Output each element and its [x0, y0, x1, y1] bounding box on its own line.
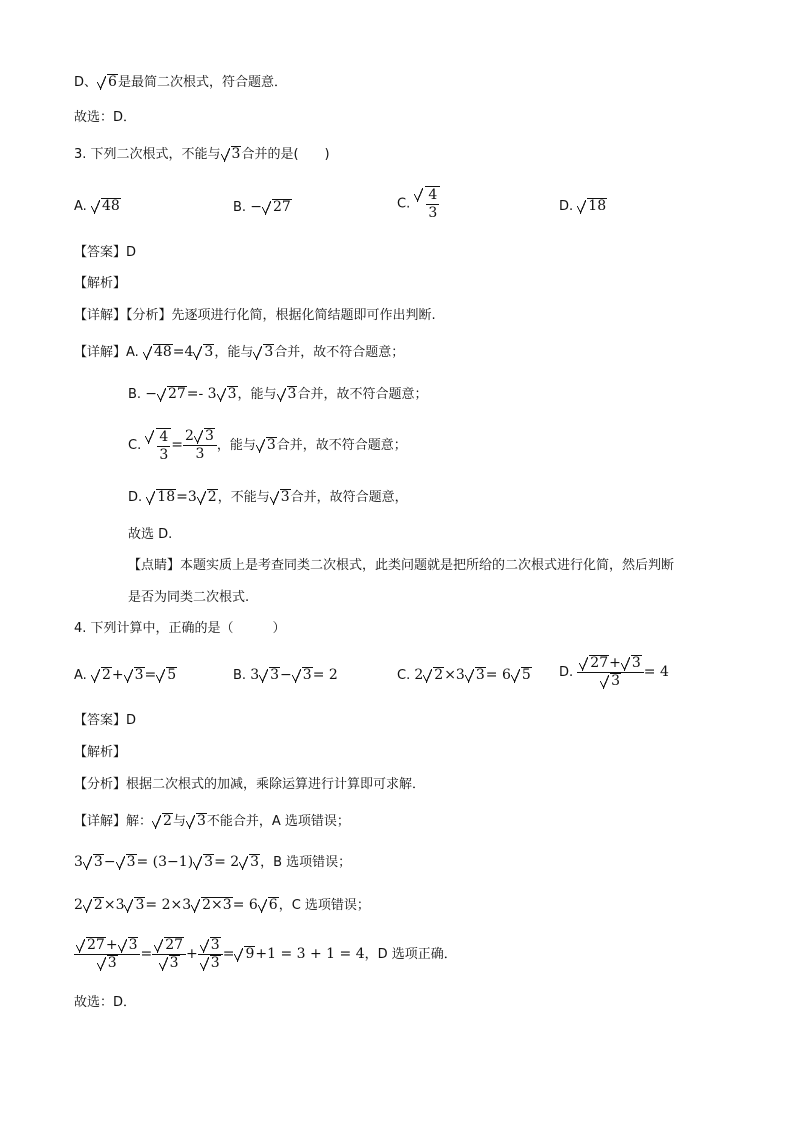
times-coef: ×3: [103, 897, 125, 913]
sqrt-expression: [91, 198, 121, 214]
result-expression: +1 = 3 + 1 = 4: [255, 946, 365, 962]
option-label: C.: [397, 196, 411, 212]
denominator: 3: [159, 446, 169, 463]
sqrt-expression: [258, 897, 279, 913]
sqrt-expression: [465, 667, 486, 683]
denominator: [157, 955, 182, 972]
radicand: 3: [631, 655, 641, 671]
sqrt-expression: [124, 667, 145, 683]
radicand: 3: [210, 937, 220, 953]
option-label: B.: [233, 668, 247, 683]
radicand: 3: [126, 854, 136, 870]
sqrt-expression: [234, 946, 255, 962]
q3-detail-a: [74, 343, 404, 362]
radicand: 3: [107, 955, 117, 971]
radicand: 5: [521, 667, 531, 683]
sqrt-expression: [159, 955, 180, 971]
q3-detail-d: [128, 488, 408, 507]
sqrt-expression: [277, 386, 298, 402]
radicand: 48: [153, 344, 172, 360]
equals-coef: = 6: [232, 897, 258, 913]
radicand: 18: [157, 489, 176, 505]
text: 合并，故不符合题意；: [297, 387, 428, 402]
radicand: 27: [272, 199, 291, 215]
radicand: 3: [196, 813, 206, 829]
sqrt-expression: [259, 667, 280, 683]
denominator: 3: [195, 446, 205, 462]
equals-coef: =- 3: [186, 386, 217, 402]
equals-sign: =: [140, 946, 153, 962]
radicand: 48: [101, 198, 120, 214]
q4-detail-2: [74, 853, 351, 872]
text: 3. 下列二次根式，不能与: [74, 147, 221, 162]
sqrt-expression: [143, 344, 173, 360]
sqrt-expression: [292, 667, 313, 683]
equals-expr: = 2×3: [145, 897, 192, 913]
q3-detail-intro: 【详解】【分析】先逐项进行化简，根据化简结题即可作出判断.: [74, 308, 436, 323]
sqrt-expression: [146, 489, 176, 505]
radicand: 2: [93, 897, 103, 913]
minus-sign: −: [103, 854, 116, 870]
equals-expr: = (3−1): [136, 854, 194, 870]
q3-point-line2: 是否为同类二次根式.: [128, 590, 250, 605]
sqrt-expression: [152, 813, 173, 829]
plus-sign: +: [609, 655, 621, 671]
radicand: 27: [165, 937, 184, 953]
radicand: 27: [590, 655, 609, 671]
radicand: 3: [611, 673, 620, 689]
radicand: 3: [210, 955, 220, 971]
coefficient: 2: [185, 428, 194, 444]
radicand: 3: [287, 386, 297, 402]
sqrt-expression: [197, 489, 218, 505]
sqrt-expression: [118, 937, 139, 953]
q3-point-line1: 【点睛】本题实质上是考查同类二次根式，此类问题就是把所给的二次根式进行化简，然后判断: [128, 558, 675, 573]
radicand: 3: [134, 667, 144, 683]
q4-analysis-tag: 【解析】: [74, 745, 127, 760]
sqrt-expression: [579, 655, 609, 671]
q3-option-c: [397, 186, 440, 222]
equals-coef: =4: [172, 344, 194, 360]
option-label: A.: [74, 199, 87, 214]
sqrt-expression: [200, 955, 221, 971]
numerator: [577, 655, 643, 673]
radicand: 2: [207, 489, 217, 505]
fraction: [198, 937, 223, 972]
q4-choose: 故选：D．: [74, 995, 137, 1010]
sqrt-expression: [186, 813, 207, 829]
sqrt-expression: [621, 655, 642, 671]
text: 不能合并，A 选项错误；: [206, 814, 350, 829]
sqrt-expression: [124, 897, 145, 913]
minus-sign: −: [280, 667, 292, 683]
equals-value: = 4: [643, 664, 669, 680]
sqrt-expression: [270, 489, 291, 505]
radicand: 3: [135, 897, 145, 913]
sqrt-expression: [193, 854, 214, 870]
numerator: [74, 937, 140, 955]
sqrt-expression: [200, 937, 221, 953]
option-label: B.: [233, 200, 247, 215]
radicand: 3: [128, 937, 138, 953]
q3-stem: [74, 146, 330, 164]
denominator: [198, 955, 223, 972]
sqrt-expression: [91, 667, 112, 683]
q4-option-b: [233, 666, 338, 685]
prev-choice: 故选：D．: [74, 110, 137, 125]
numerator: [183, 428, 217, 446]
denominator: [598, 673, 623, 690]
times-coef: ×3: [444, 667, 465, 683]
text: 【详解】解：: [74, 814, 153, 829]
numerator: 4: [159, 428, 169, 445]
plus-sign: +: [105, 937, 118, 953]
text: 合并，故不符合题意；: [276, 438, 407, 453]
q4-option-a: [74, 666, 177, 685]
text: ，不能与: [217, 490, 270, 505]
text: B.: [128, 387, 142, 402]
radicand: 3: [270, 667, 280, 683]
text: 合并，故符合题意，: [290, 490, 408, 505]
equals-sign: =: [144, 667, 157, 683]
sqrt-expression: [83, 854, 104, 870]
text: D.: [128, 490, 143, 505]
radicand: [156, 428, 171, 464]
sqrt-expression: [116, 854, 137, 870]
sqrt-expression: [262, 199, 292, 215]
text: 【详解】A.: [74, 345, 139, 360]
prev-option-d-line: [74, 74, 287, 92]
sqrt-expression: [156, 667, 177, 683]
text: ，能与: [216, 438, 256, 453]
minus-sign: −: [250, 199, 262, 215]
radicand: 18: [588, 198, 607, 214]
option-label: C.: [397, 668, 411, 683]
radicand: 2: [163, 813, 172, 829]
fraction: [183, 428, 217, 463]
q4-detail-4: [74, 934, 457, 975]
sqrt-expression: [423, 667, 444, 683]
radicand: 3: [93, 854, 103, 870]
q3-analysis-tag: 【解析】: [74, 276, 127, 291]
denominator: 3: [428, 205, 438, 221]
radicand: 3: [204, 428, 214, 444]
q3-option-d: [559, 198, 607, 216]
sqrt-expression: [97, 74, 118, 90]
text: 合并，故不符合题意；: [274, 345, 405, 360]
coefficient: 3: [74, 854, 83, 870]
radicand: 6: [108, 74, 117, 90]
sqrt-expression: [253, 344, 274, 360]
q3-detail-c: [128, 425, 407, 466]
equals-value: = 2: [312, 667, 338, 683]
text: ，能与: [237, 387, 277, 402]
q3-answer: 【答案】D: [74, 245, 137, 260]
radicand: 2: [101, 667, 111, 683]
text: 与: [172, 814, 186, 829]
fraction: [426, 187, 439, 222]
text: ，D 选项正确．: [364, 947, 457, 962]
q4-detail-1: [74, 813, 350, 831]
radicand: 3: [266, 437, 276, 453]
coefficient: 2: [74, 897, 83, 913]
equals-coef: =3: [176, 489, 197, 505]
radicand: 3: [204, 854, 214, 870]
numerator: [198, 937, 223, 955]
q4-analysis-text: 【分析】根据二次根式的加减，乘除运算进行计算即可求解．: [74, 777, 426, 792]
numerator: 4: [428, 187, 438, 203]
equals-sign: =: [222, 946, 235, 962]
q3-choose: 故选 D.: [128, 527, 173, 542]
radicand: 27: [87, 937, 105, 953]
text: ，B 选项错误；: [260, 855, 352, 870]
radicand: 2: [434, 667, 444, 683]
sqrt-expression: [191, 897, 233, 913]
numerator: [152, 937, 186, 955]
radicand: 2×3: [202, 897, 232, 913]
fraction: [152, 937, 186, 972]
radicand: 3: [227, 386, 237, 402]
equals-sign: =: [171, 437, 184, 453]
fraction: [74, 937, 140, 972]
text: ，能与: [214, 345, 254, 360]
sqrt-expression: [239, 854, 260, 870]
radicand: [425, 186, 440, 222]
denominator: [95, 955, 120, 972]
sqrt-expression: [511, 667, 532, 683]
q4-answer: 【答案】D: [74, 713, 137, 728]
radicand: 3: [264, 344, 274, 360]
radicand: 9: [245, 946, 255, 962]
sqrt-expression: [217, 386, 238, 402]
radicand: 27: [167, 386, 186, 402]
sqrt-expression: [83, 897, 104, 913]
q4-option-d: [559, 655, 669, 690]
q4-stem: 4. 下列计算中，正确的是（ ）: [74, 621, 286, 636]
fraction: [577, 655, 643, 690]
sqrt-expression: [600, 673, 621, 689]
radicand: 3: [280, 489, 290, 505]
text: C.: [128, 438, 142, 453]
q3-option-b: [233, 198, 292, 217]
coefficient: 3: [250, 667, 260, 683]
radicand: 6: [268, 897, 278, 913]
plus-sign: +: [186, 946, 198, 962]
sqrt-expression: [221, 146, 242, 162]
sqrt-expression: [414, 186, 440, 222]
text: D、: [74, 75, 98, 90]
sqrt-expression: [157, 386, 187, 402]
plus-sign: +: [111, 667, 124, 683]
coefficient: 2: [414, 667, 424, 683]
radicand: 3: [231, 146, 241, 162]
sqrt-expression: [194, 428, 215, 444]
minus-sign: −: [145, 386, 157, 402]
radicand: 3: [204, 344, 214, 360]
fraction: [157, 429, 170, 464]
equals-coef: = 2: [214, 854, 240, 870]
q4-option-c: [397, 666, 532, 685]
sqrt-expression: [193, 344, 214, 360]
radicand: 3: [250, 854, 260, 870]
text: 合并的是( ): [241, 147, 330, 162]
text: ，C 选项错误；: [278, 898, 370, 913]
equals-coef: = 6: [485, 667, 511, 683]
sqrt-expression: [76, 937, 106, 953]
radicand: 3: [302, 667, 312, 683]
sqrt-expression: [577, 198, 607, 214]
q3-detail-b: [128, 385, 427, 404]
sqrt-expression: [97, 955, 118, 971]
sqrt-expression: [154, 937, 184, 953]
option-label: D.: [559, 199, 574, 214]
text: 是最简二次根式，符合题意．: [117, 75, 287, 90]
radicand: 5: [167, 667, 177, 683]
q3-option-a: [74, 198, 121, 216]
sqrt-expression: [256, 437, 277, 453]
q4-detail-3: [74, 896, 370, 915]
radicand: 3: [169, 955, 179, 971]
option-label: D.: [559, 665, 574, 680]
option-label: A.: [74, 668, 87, 683]
radicand: 3: [475, 667, 485, 683]
sqrt-expression: [145, 428, 171, 464]
